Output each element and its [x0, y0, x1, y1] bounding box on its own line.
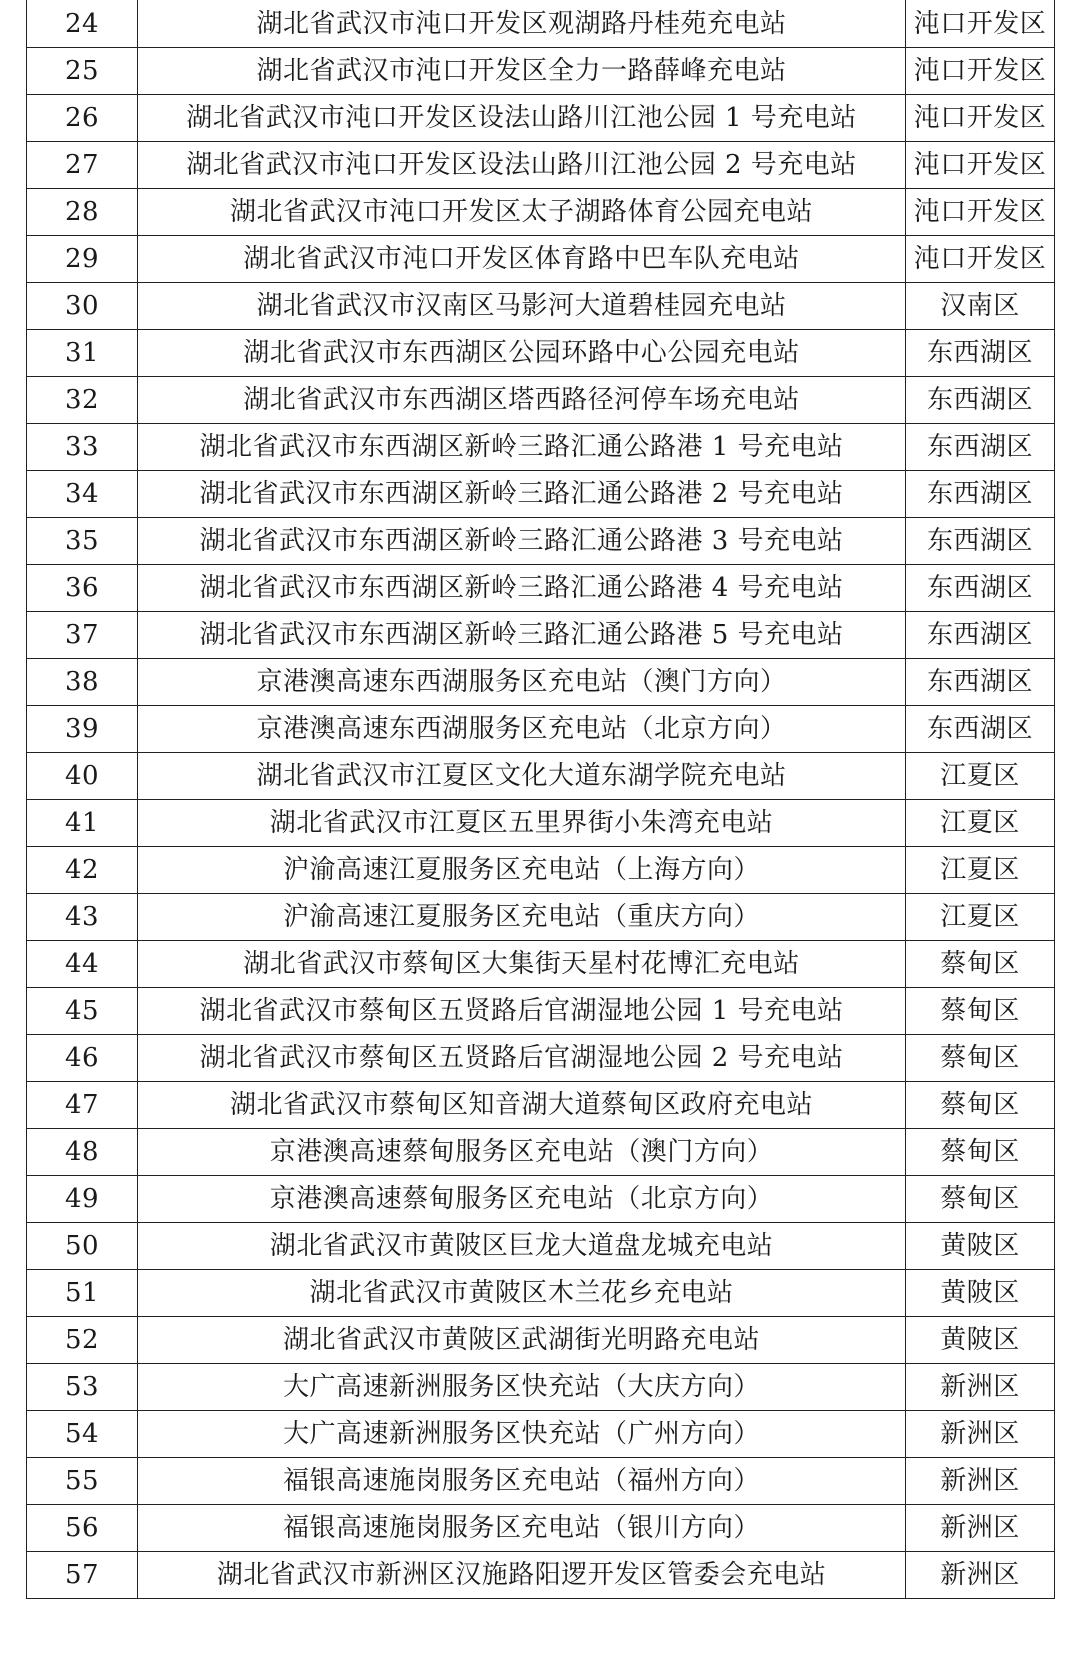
table-row	[27, 95, 1055, 142]
row-number: 51	[27, 1270, 138, 1317]
district-name: 沌口开发区	[906, 0, 1055, 48]
district-name: 新洲区	[906, 1552, 1055, 1599]
table-row	[27, 800, 1055, 847]
district-name: 沌口开发区	[906, 236, 1055, 283]
district-name: 沌口开发区	[906, 48, 1055, 95]
row-number: 54	[27, 1411, 138, 1458]
charging-station-table	[26, 0, 1055, 1599]
table-row	[27, 424, 1055, 471]
table-row	[27, 612, 1055, 659]
station-name: 福银高速施岗服务区充电站（银川方向）	[138, 1505, 906, 1552]
district-name: 蔡甸区	[906, 941, 1055, 988]
row-number: 56	[27, 1505, 138, 1552]
district-name: 东西湖区	[906, 330, 1055, 377]
district-name: 东西湖区	[906, 424, 1055, 471]
row-number: 27	[27, 142, 138, 189]
district-name: 东西湖区	[906, 565, 1055, 612]
district-name: 蔡甸区	[906, 1129, 1055, 1176]
row-number: 43	[27, 894, 138, 941]
district-name: 东西湖区	[906, 518, 1055, 565]
district-name: 东西湖区	[906, 659, 1055, 706]
table-row	[27, 659, 1055, 706]
district-name: 蔡甸区	[906, 1035, 1055, 1082]
table-row	[27, 847, 1055, 894]
row-number: 55	[27, 1458, 138, 1505]
row-number: 25	[27, 48, 138, 95]
district-name: 东西湖区	[906, 471, 1055, 518]
table-body	[27, 0, 1055, 1599]
station-name: 湖北省武汉市蔡甸区大集街天星村花博汇充电站	[138, 941, 906, 988]
table-row	[27, 1317, 1055, 1364]
table-row	[27, 565, 1055, 612]
district-name: 新洲区	[906, 1364, 1055, 1411]
row-number: 34	[27, 471, 138, 518]
station-name: 沪渝高速江夏服务区充电站（重庆方向）	[138, 894, 906, 941]
table-row	[27, 377, 1055, 424]
row-number: 49	[27, 1176, 138, 1223]
row-number: 42	[27, 847, 138, 894]
table-row	[27, 1129, 1055, 1176]
row-number: 29	[27, 236, 138, 283]
row-number: 48	[27, 1129, 138, 1176]
station-name: 湖北省武汉市沌口开发区太子湖路体育公园充电站	[138, 189, 906, 236]
row-number: 40	[27, 753, 138, 800]
district-name: 黄陂区	[906, 1317, 1055, 1364]
table-row	[27, 1176, 1055, 1223]
station-name: 大广高速新洲服务区快充站（大庆方向）	[138, 1364, 906, 1411]
station-name: 湖北省武汉市东西湖区塔西路径河停车场充电站	[138, 377, 906, 424]
table-row	[27, 1552, 1055, 1599]
row-number: 38	[27, 659, 138, 706]
station-name: 湖北省武汉市沌口开发区全力一路薛峰充电站	[138, 48, 906, 95]
district-name: 东西湖区	[906, 377, 1055, 424]
station-name: 京港澳高速蔡甸服务区充电站（北京方向）	[138, 1176, 906, 1223]
station-name: 湖北省武汉市汉南区马影河大道碧桂园充电站	[138, 283, 906, 330]
row-number: 32	[27, 377, 138, 424]
station-name: 湖北省武汉市江夏区文化大道东湖学院充电站	[138, 753, 906, 800]
station-name: 湖北省武汉市东西湖区新岭三路汇通公路港 4 号充电站	[138, 565, 906, 612]
table-row	[27, 1035, 1055, 1082]
station-name: 湖北省武汉市黄陂区木兰花乡充电站	[138, 1270, 906, 1317]
station-name: 湖北省武汉市黄陂区武湖街光明路充电站	[138, 1317, 906, 1364]
table-row	[27, 283, 1055, 330]
row-number: 35	[27, 518, 138, 565]
row-number: 36	[27, 565, 138, 612]
station-name: 沪渝高速江夏服务区充电站（上海方向）	[138, 847, 906, 894]
row-number: 53	[27, 1364, 138, 1411]
station-name: 湖北省武汉市东西湖区新岭三路汇通公路港 5 号充电站	[138, 612, 906, 659]
district-name: 沌口开发区	[906, 189, 1055, 236]
station-name: 湖北省武汉市东西湖区公园环路中心公园充电站	[138, 330, 906, 377]
table-row	[27, 988, 1055, 1035]
row-number: 57	[27, 1552, 138, 1599]
table-row	[27, 142, 1055, 189]
table-row	[27, 330, 1055, 377]
row-number: 50	[27, 1223, 138, 1270]
station-name: 湖北省武汉市蔡甸区五贤路后官湖湿地公园 1 号充电站	[138, 988, 906, 1035]
district-name: 江夏区	[906, 753, 1055, 800]
district-name: 江夏区	[906, 800, 1055, 847]
district-name: 沌口开发区	[906, 142, 1055, 189]
station-name: 湖北省武汉市沌口开发区体育路中巴车队充电站	[138, 236, 906, 283]
table-row	[27, 1505, 1055, 1552]
table-row	[27, 1082, 1055, 1129]
row-number: 39	[27, 706, 138, 753]
table-row	[27, 1270, 1055, 1317]
district-name: 东西湖区	[906, 706, 1055, 753]
row-number: 47	[27, 1082, 138, 1129]
station-name: 湖北省武汉市东西湖区新岭三路汇通公路港 1 号充电站	[138, 424, 906, 471]
table-row	[27, 706, 1055, 753]
station-name: 京港澳高速东西湖服务区充电站（北京方向）	[138, 706, 906, 753]
row-number: 26	[27, 95, 138, 142]
station-name: 湖北省武汉市沌口开发区观湖路丹桂苑充电站	[138, 0, 906, 48]
row-number: 31	[27, 330, 138, 377]
row-number: 30	[27, 283, 138, 330]
table-row	[27, 0, 1055, 48]
row-number: 28	[27, 189, 138, 236]
station-name: 福银高速施岗服务区充电站（福州方向）	[138, 1458, 906, 1505]
station-name: 湖北省武汉市黄陂区巨龙大道盘龙城充电站	[138, 1223, 906, 1270]
table-row	[27, 471, 1055, 518]
table-row	[27, 189, 1055, 236]
row-number: 45	[27, 988, 138, 1035]
station-name: 湖北省武汉市蔡甸区知音湖大道蔡甸区政府充电站	[138, 1082, 906, 1129]
district-name: 江夏区	[906, 847, 1055, 894]
row-number: 41	[27, 800, 138, 847]
table-row	[27, 941, 1055, 988]
district-name: 江夏区	[906, 894, 1055, 941]
table-row	[27, 894, 1055, 941]
table-row	[27, 1411, 1055, 1458]
district-name: 新洲区	[906, 1505, 1055, 1552]
station-name: 湖北省武汉市沌口开发区设法山路川江池公园 2 号充电站	[138, 142, 906, 189]
station-name: 京港澳高速东西湖服务区充电站（澳门方向）	[138, 659, 906, 706]
district-name: 黄陂区	[906, 1270, 1055, 1317]
table-row	[27, 518, 1055, 565]
table-row	[27, 236, 1055, 283]
row-number: 24	[27, 0, 138, 48]
row-number: 52	[27, 1317, 138, 1364]
district-name: 蔡甸区	[906, 1176, 1055, 1223]
row-number: 46	[27, 1035, 138, 1082]
station-name: 湖北省武汉市江夏区五里界街小朱湾充电站	[138, 800, 906, 847]
district-name: 汉南区	[906, 283, 1055, 330]
district-name: 黄陂区	[906, 1223, 1055, 1270]
table-row	[27, 1458, 1055, 1505]
district-name: 蔡甸区	[906, 1082, 1055, 1129]
district-name: 新洲区	[906, 1458, 1055, 1505]
table-row	[27, 753, 1055, 800]
station-name: 湖北省武汉市东西湖区新岭三路汇通公路港 3 号充电站	[138, 518, 906, 565]
station-name: 湖北省武汉市东西湖区新岭三路汇通公路港 2 号充电站	[138, 471, 906, 518]
station-name: 京港澳高速蔡甸服务区充电站（澳门方向）	[138, 1129, 906, 1176]
row-number: 44	[27, 941, 138, 988]
row-number: 33	[27, 424, 138, 471]
district-name: 沌口开发区	[906, 95, 1055, 142]
station-name: 湖北省武汉市新洲区汉施路阳逻开发区管委会充电站	[138, 1552, 906, 1599]
table-row	[27, 1223, 1055, 1270]
station-name: 湖北省武汉市沌口开发区设法山路川江池公园 1 号充电站	[138, 95, 906, 142]
district-name: 新洲区	[906, 1411, 1055, 1458]
row-number: 37	[27, 612, 138, 659]
district-name: 蔡甸区	[906, 988, 1055, 1035]
district-name: 东西湖区	[906, 612, 1055, 659]
station-name: 湖北省武汉市蔡甸区五贤路后官湖湿地公园 2 号充电站	[138, 1035, 906, 1082]
station-list-page	[26, 0, 1054, 1599]
station-name: 大广高速新洲服务区快充站（广州方向）	[138, 1411, 906, 1458]
table-row	[27, 48, 1055, 95]
table-row	[27, 1364, 1055, 1411]
